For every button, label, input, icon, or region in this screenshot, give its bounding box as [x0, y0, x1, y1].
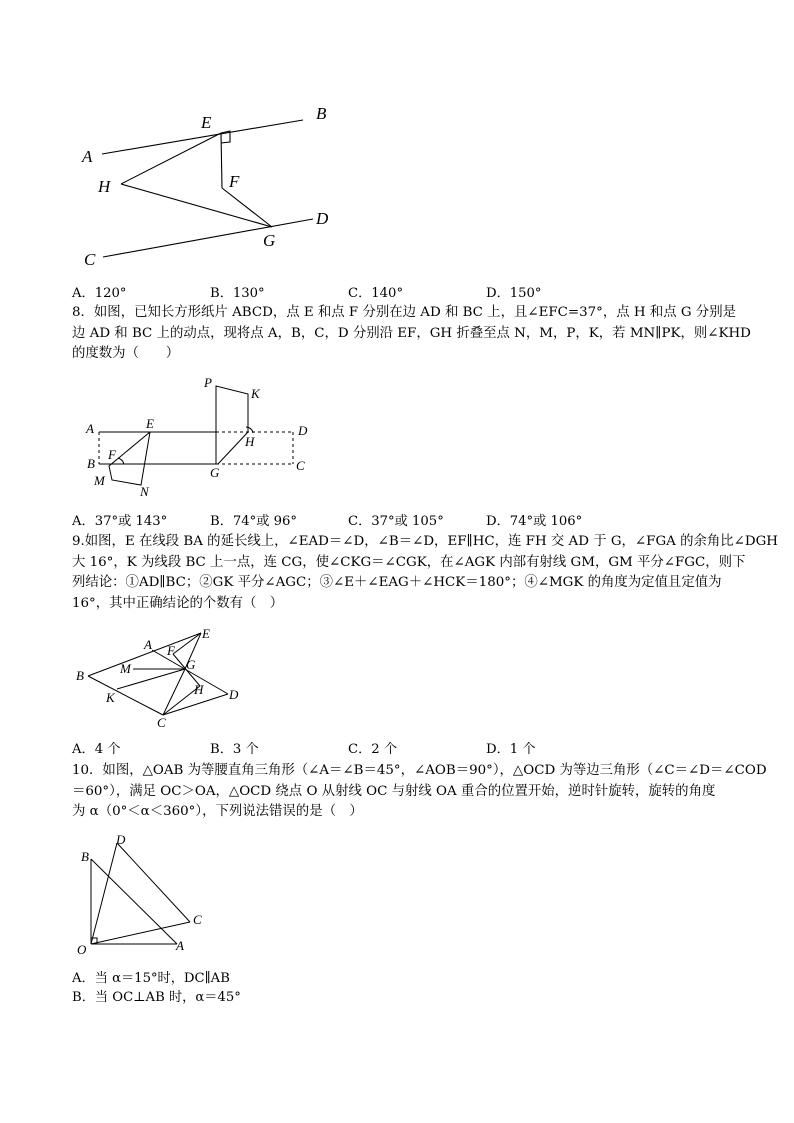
q9-option-a[interactable]: A．4 个	[72, 742, 121, 757]
q9-options	[72, 740, 722, 759]
q8-option-c[interactable]: C．37°或 105°	[348, 514, 444, 529]
q8-line-2: 边 AD 和 BC 上的动点，现将点 A，B，C，D 分别沿 EF，GH 折叠至点 N，M，P，K，若 MN∥PK，则∠KHD	[72, 325, 751, 341]
q9-line-4: 16°，其中正确结论的个数有（ ）	[72, 595, 284, 611]
q8-option-d[interactable]: D．74°或 106°	[486, 514, 583, 529]
label-b: B	[87, 456, 95, 471]
segment-od	[91, 843, 117, 944]
segment-gc	[163, 669, 185, 715]
folded-part-right	[216, 386, 248, 464]
q7-option-a[interactable]: A．120°	[72, 286, 127, 301]
q9-option-d[interactable]: D．1 个	[486, 742, 536, 757]
q9-line-1: 9.如图，E 在线段 BA 的延长线上，∠EAD＝∠D，∠B＝∠D，EF∥HC，连 FH 交 AD 于 G，∠FGA 的余角比∠DGH	[72, 534, 778, 549]
label-b: B	[316, 104, 327, 123]
segment-ef	[221, 133, 222, 188]
figure-q7	[70, 95, 370, 275]
label-c: C	[157, 715, 166, 730]
label-g: G	[210, 465, 220, 480]
label-c: C	[84, 250, 96, 269]
segment-bc	[88, 676, 163, 715]
line-cd	[103, 219, 313, 257]
label-d: D	[316, 209, 329, 228]
q9-line-2: 大 16°，K 为线段 BC 上一点，连 CG，使∠CKG＝∠CGK，在∠AGK 内部有射线 GM，GM 平分∠FGC，则下	[72, 554, 746, 570]
label-d: D	[116, 832, 126, 847]
q8-line-1: 8．如图，已知长方形纸片 ABCD，点 E 和点 F 分别在边 AD 和 BC 上，且∠EFC=37°，点 H 和点 G 分别是	[72, 305, 736, 320]
label-g: G	[263, 231, 276, 250]
q10-stem	[72, 761, 767, 823]
figure-q8	[80, 370, 320, 505]
label-e: E	[202, 626, 210, 641]
label-f: F	[167, 643, 175, 658]
q7-option-c[interactable]: C．140°	[348, 286, 404, 301]
label-n: N	[140, 484, 149, 499]
label-d: D	[298, 423, 308, 438]
segment-hg	[121, 184, 272, 227]
q7-option-d[interactable]: D．150°	[486, 286, 542, 301]
segment-eh	[121, 133, 221, 184]
label-c: C	[193, 912, 202, 927]
label-g: G	[186, 657, 196, 672]
segment-ab	[91, 859, 177, 944]
q10-line-1: 10．如图，△OAB 为等腰直角三角形（∠A＝∠B＝45°，∠AOB＝90°），△OCD 为等边三角形（∠C＝∠D＝∠COD	[72, 763, 767, 778]
label-k: K	[106, 690, 115, 705]
q9-option-c[interactable]: C．2 个	[348, 742, 398, 757]
label-a: A	[82, 147, 93, 166]
label-a: A	[176, 938, 184, 953]
q10-line-2: ＝60°），满足 OC＞OA，△OCD 绕点 O 从射线 OC 与射线 OA 重合的位置开始，逆时针旋转，旋转的角度	[72, 783, 716, 799]
q7-options	[72, 284, 722, 303]
label-e: E	[201, 113, 212, 132]
figure-q10	[70, 830, 220, 960]
label-c: C	[296, 458, 305, 473]
label-h: H	[245, 434, 255, 449]
segment-dc	[117, 843, 190, 922]
q10-option-b[interactable]: B．当 OC⊥AB 时，α＝45°	[72, 989, 241, 1005]
label-f: F	[108, 447, 116, 462]
label-m: M	[94, 473, 105, 488]
label-f: F	[229, 172, 240, 191]
label-a: A	[144, 637, 152, 652]
q10-option-a[interactable]: A．当 α＝15°时，DC∥AB	[72, 971, 230, 986]
label-b: B	[81, 849, 89, 864]
segment-fg	[222, 188, 272, 227]
q9-stem	[72, 532, 778, 614]
q8-stem	[72, 303, 751, 365]
label-m: M	[120, 661, 131, 676]
q8-option-a[interactable]: A．37°或 143°	[72, 514, 168, 529]
label-k: K	[251, 386, 260, 401]
angle-arc-f	[118, 458, 124, 464]
label-o: O	[77, 942, 87, 957]
label-h: H	[98, 177, 111, 196]
label-e: E	[146, 416, 154, 431]
label-d: D	[229, 687, 239, 702]
figure-q9	[70, 622, 250, 737]
q8-line-3: 的度数为（ ）	[72, 346, 180, 362]
label-h: H	[194, 682, 204, 697]
q10-options	[72, 970, 241, 1007]
q9-line-3: 列结论：①AD∥BC；②GK 平分∠AGC；③∠E＋∠EAG＋∠HCK＝180°；④∠MGK 的角度为定值且定值为	[72, 575, 722, 591]
q10-line-3: 为 α（0°＜α＜360°），下列说法错误的是（ ）	[72, 804, 363, 820]
label-a: A	[86, 421, 94, 436]
label-b: B	[76, 668, 84, 683]
label-p: P	[204, 375, 212, 390]
segment-cd	[163, 694, 228, 715]
q7-option-b[interactable]: B．130°	[210, 286, 265, 301]
q8-options	[72, 512, 722, 531]
q9-option-b[interactable]: B．3 个	[210, 742, 259, 757]
q8-option-b[interactable]: B．74°或 96°	[210, 514, 298, 529]
